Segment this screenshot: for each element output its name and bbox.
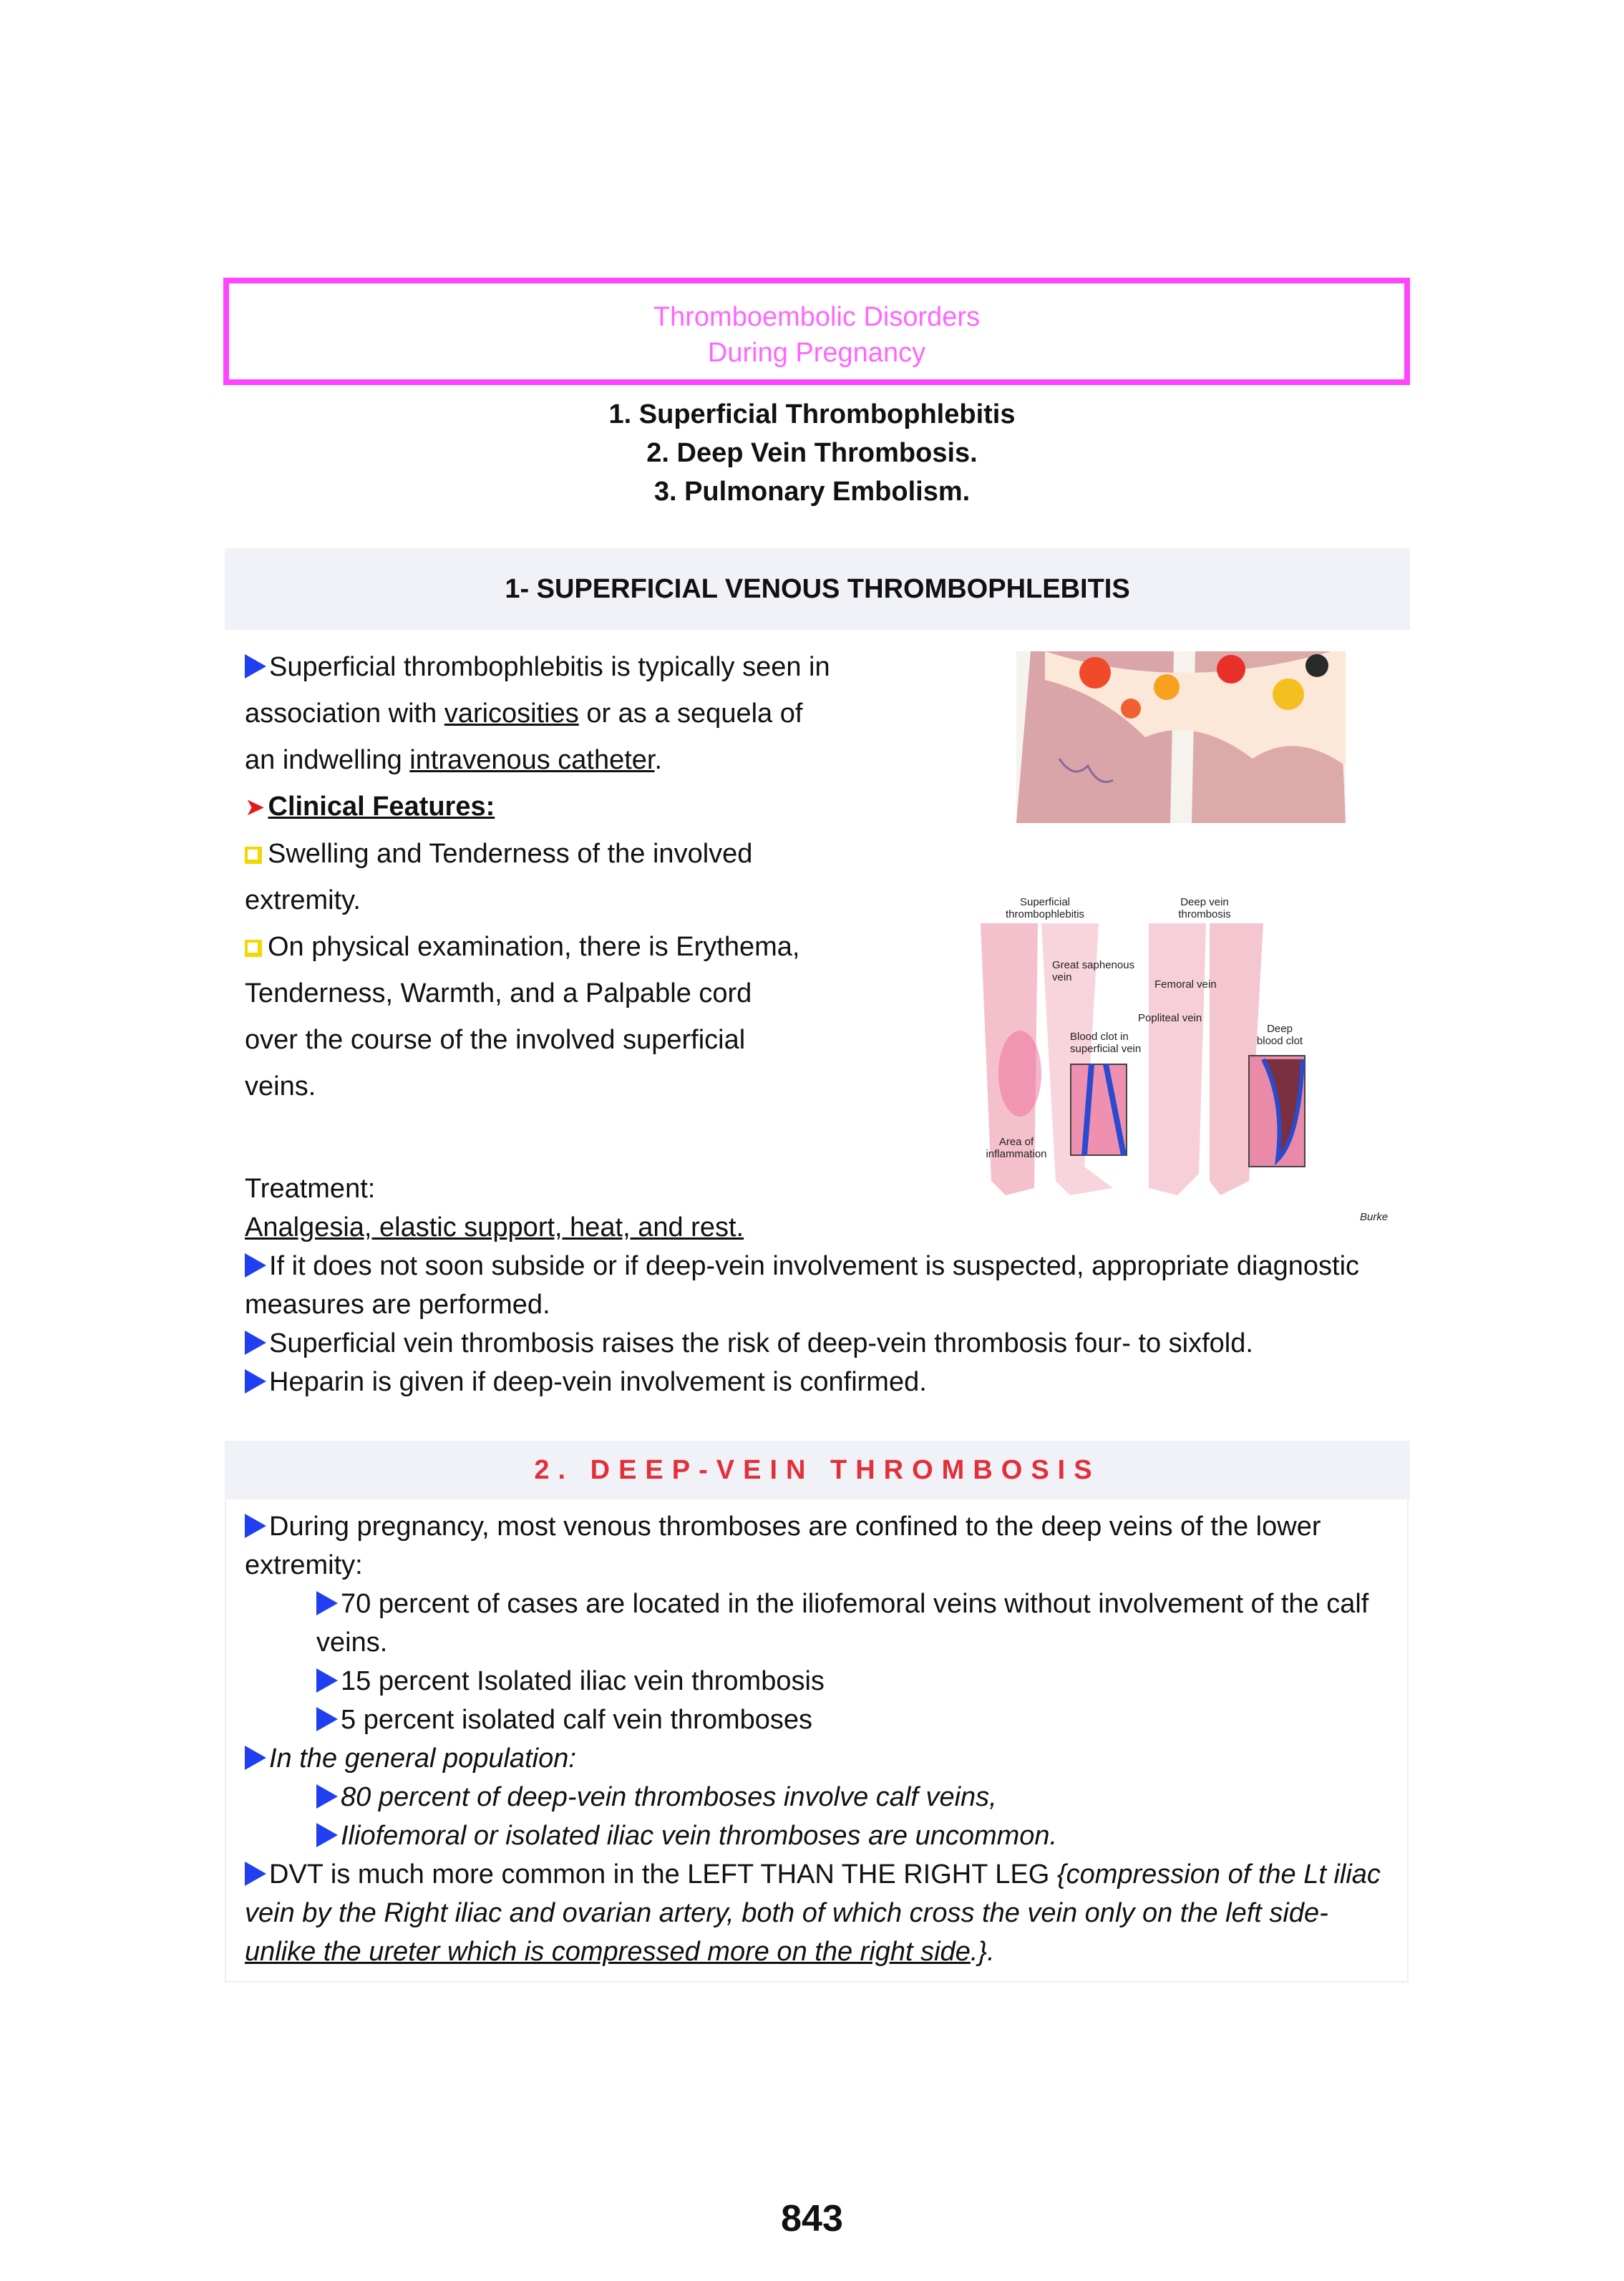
intravenous-catheter-link[interactable]: intravenous catheter [409,745,655,775]
bullet-triangle-icon [316,1707,338,1731]
bullet-item: Superficial vein thrombosis raises the risk of deep-vein thrombosis four- to sixfold. [245,1324,1404,1363]
varicosities-link[interactable]: varicosities [444,699,579,729]
red-arrow-icon: ➤ [245,794,266,821]
title-line-2: During Pregnancy [707,338,926,368]
section1-heading: 1- SUPERFICIAL VENOUS THROMBOPHLEBITIS [225,548,1410,630]
bullet-triangle-icon [245,1862,266,1886]
svg-text:Burke: Burke [1360,1211,1389,1223]
checkbox-bullet-icon [245,847,262,864]
varicose-legs-photo [1016,651,1346,823]
topic-item: 3. Pulmonary Embolism. [653,477,971,507]
page-number: 843 [781,2198,843,2239]
svg-text:thrombosis: thrombosis [1178,908,1231,920]
section2-heading: 2. DEEP-VEIN THROMBOSIS [225,1441,1410,1499]
bullet-item: During pregnancy, most venous thromboses are confined to the deep veins of the lower extremity: [245,1512,1321,1580]
svg-text:Femoral vein: Femoral vein [1154,978,1217,991]
sub-bullet-item: 70 percent of cases are located in the iliofemoral veins without involvement of the calf veins. [316,1589,1369,1658]
bullet-item: DVT is much more common in the LEFT THAN THE RIGHT LEG {compression of the Lt iliac vein by the Right iliac and ovarian artery, both of which cross the vein only on the left side- unlike the ureter which is compressed more on the right side.}. [245,1859,1381,1967]
sub-bullet-item: 80 percent of deep-vein thromboses involve calf veins, [245,1778,1404,1816]
topic-item: 2. Deep Vein Thrombosis. [646,438,978,468]
topic-list [0,395,1624,511]
svg-text:superficial vein: superficial vein [1070,1043,1142,1055]
treatment-block [245,1169,1404,1401]
bullet-triangle-icon [316,1784,338,1809]
bullet-triangle-icon [245,1253,266,1278]
bullet-item: In the general population: [245,1739,1404,1778]
clinical-features-heading: ➤ Clinical Features: [245,792,495,822]
sub-bullet-item: 5 percent isolated calf vein thromboses [245,1701,1404,1739]
intro-paragraph: Superficial thrombophlebitis is typically seen in association with varicosities or as a sequela of an indwelling intravenous catheter. [245,652,830,775]
bullet-item: If it does not soon subside or if deep-vein involvement is suspected, appropriate diagnostic measures are performed. [245,1251,1360,1320]
sub-bullet-item: Iliofemoral or isolated iliac vein thromboses are uncommon. [245,1816,1404,1855]
title-line-1: Thromboembolic Disorders [653,302,981,332]
svg-text:Popliteal vein: Popliteal vein [1138,1012,1202,1024]
bullet-triangle-icon [245,654,266,679]
svg-text:Area of: Area of [998,1136,1034,1148]
svg-text:blood clot: blood clot [1256,1035,1303,1047]
section1-left-column [245,644,839,1110]
bullet-triangle-icon [245,1331,266,1355]
svg-text:Blood clot in: Blood clot in [1070,1031,1129,1043]
svg-text:Deep: Deep [1267,1023,1293,1035]
bullet-triangle-icon [245,1746,266,1770]
bullet-triangle-icon [316,1668,338,1693]
treatment-label: Treatment: [245,1174,376,1204]
feature-item: Swelling and Tenderness of the involved extremity. [245,839,753,915]
svg-text:Deep vein: Deep vein [1180,896,1229,908]
topic-item: 1. Superficial Thrombophlebitis [608,399,1016,429]
bullet-triangle-icon [316,1823,338,1847]
bullet-triangle-icon [245,1369,266,1394]
bullet-triangle-icon [316,1591,338,1615]
treatment-value: Analgesia, elastic support, heat, and rest. [245,1212,744,1242]
section2-body [245,1507,1404,1971]
title-box [223,278,1410,385]
svg-text:inflammation: inflammation [986,1148,1047,1160]
bullet-item: Heparin is given if deep-vein involvement is confirmed. [245,1363,1404,1401]
illus-label: Superficial [1019,896,1071,908]
svg-text:vein: vein [1052,971,1072,983]
checkbox-bullet-icon [245,940,262,957]
bullet-triangle-icon [245,1514,266,1538]
svg-text:thrombophlebitis: thrombophlebitis [1005,908,1085,920]
svg-text:Great saphenous: Great saphenous [1052,959,1135,971]
feature-item: On physical examination, there is Erythema, Tenderness, Warmth, and a Palpable cord over the course of the involved superficial veins. [245,932,800,1101]
sub-bullet-item: 15 percent Isolated iliac vein thrombosis [245,1662,1404,1701]
